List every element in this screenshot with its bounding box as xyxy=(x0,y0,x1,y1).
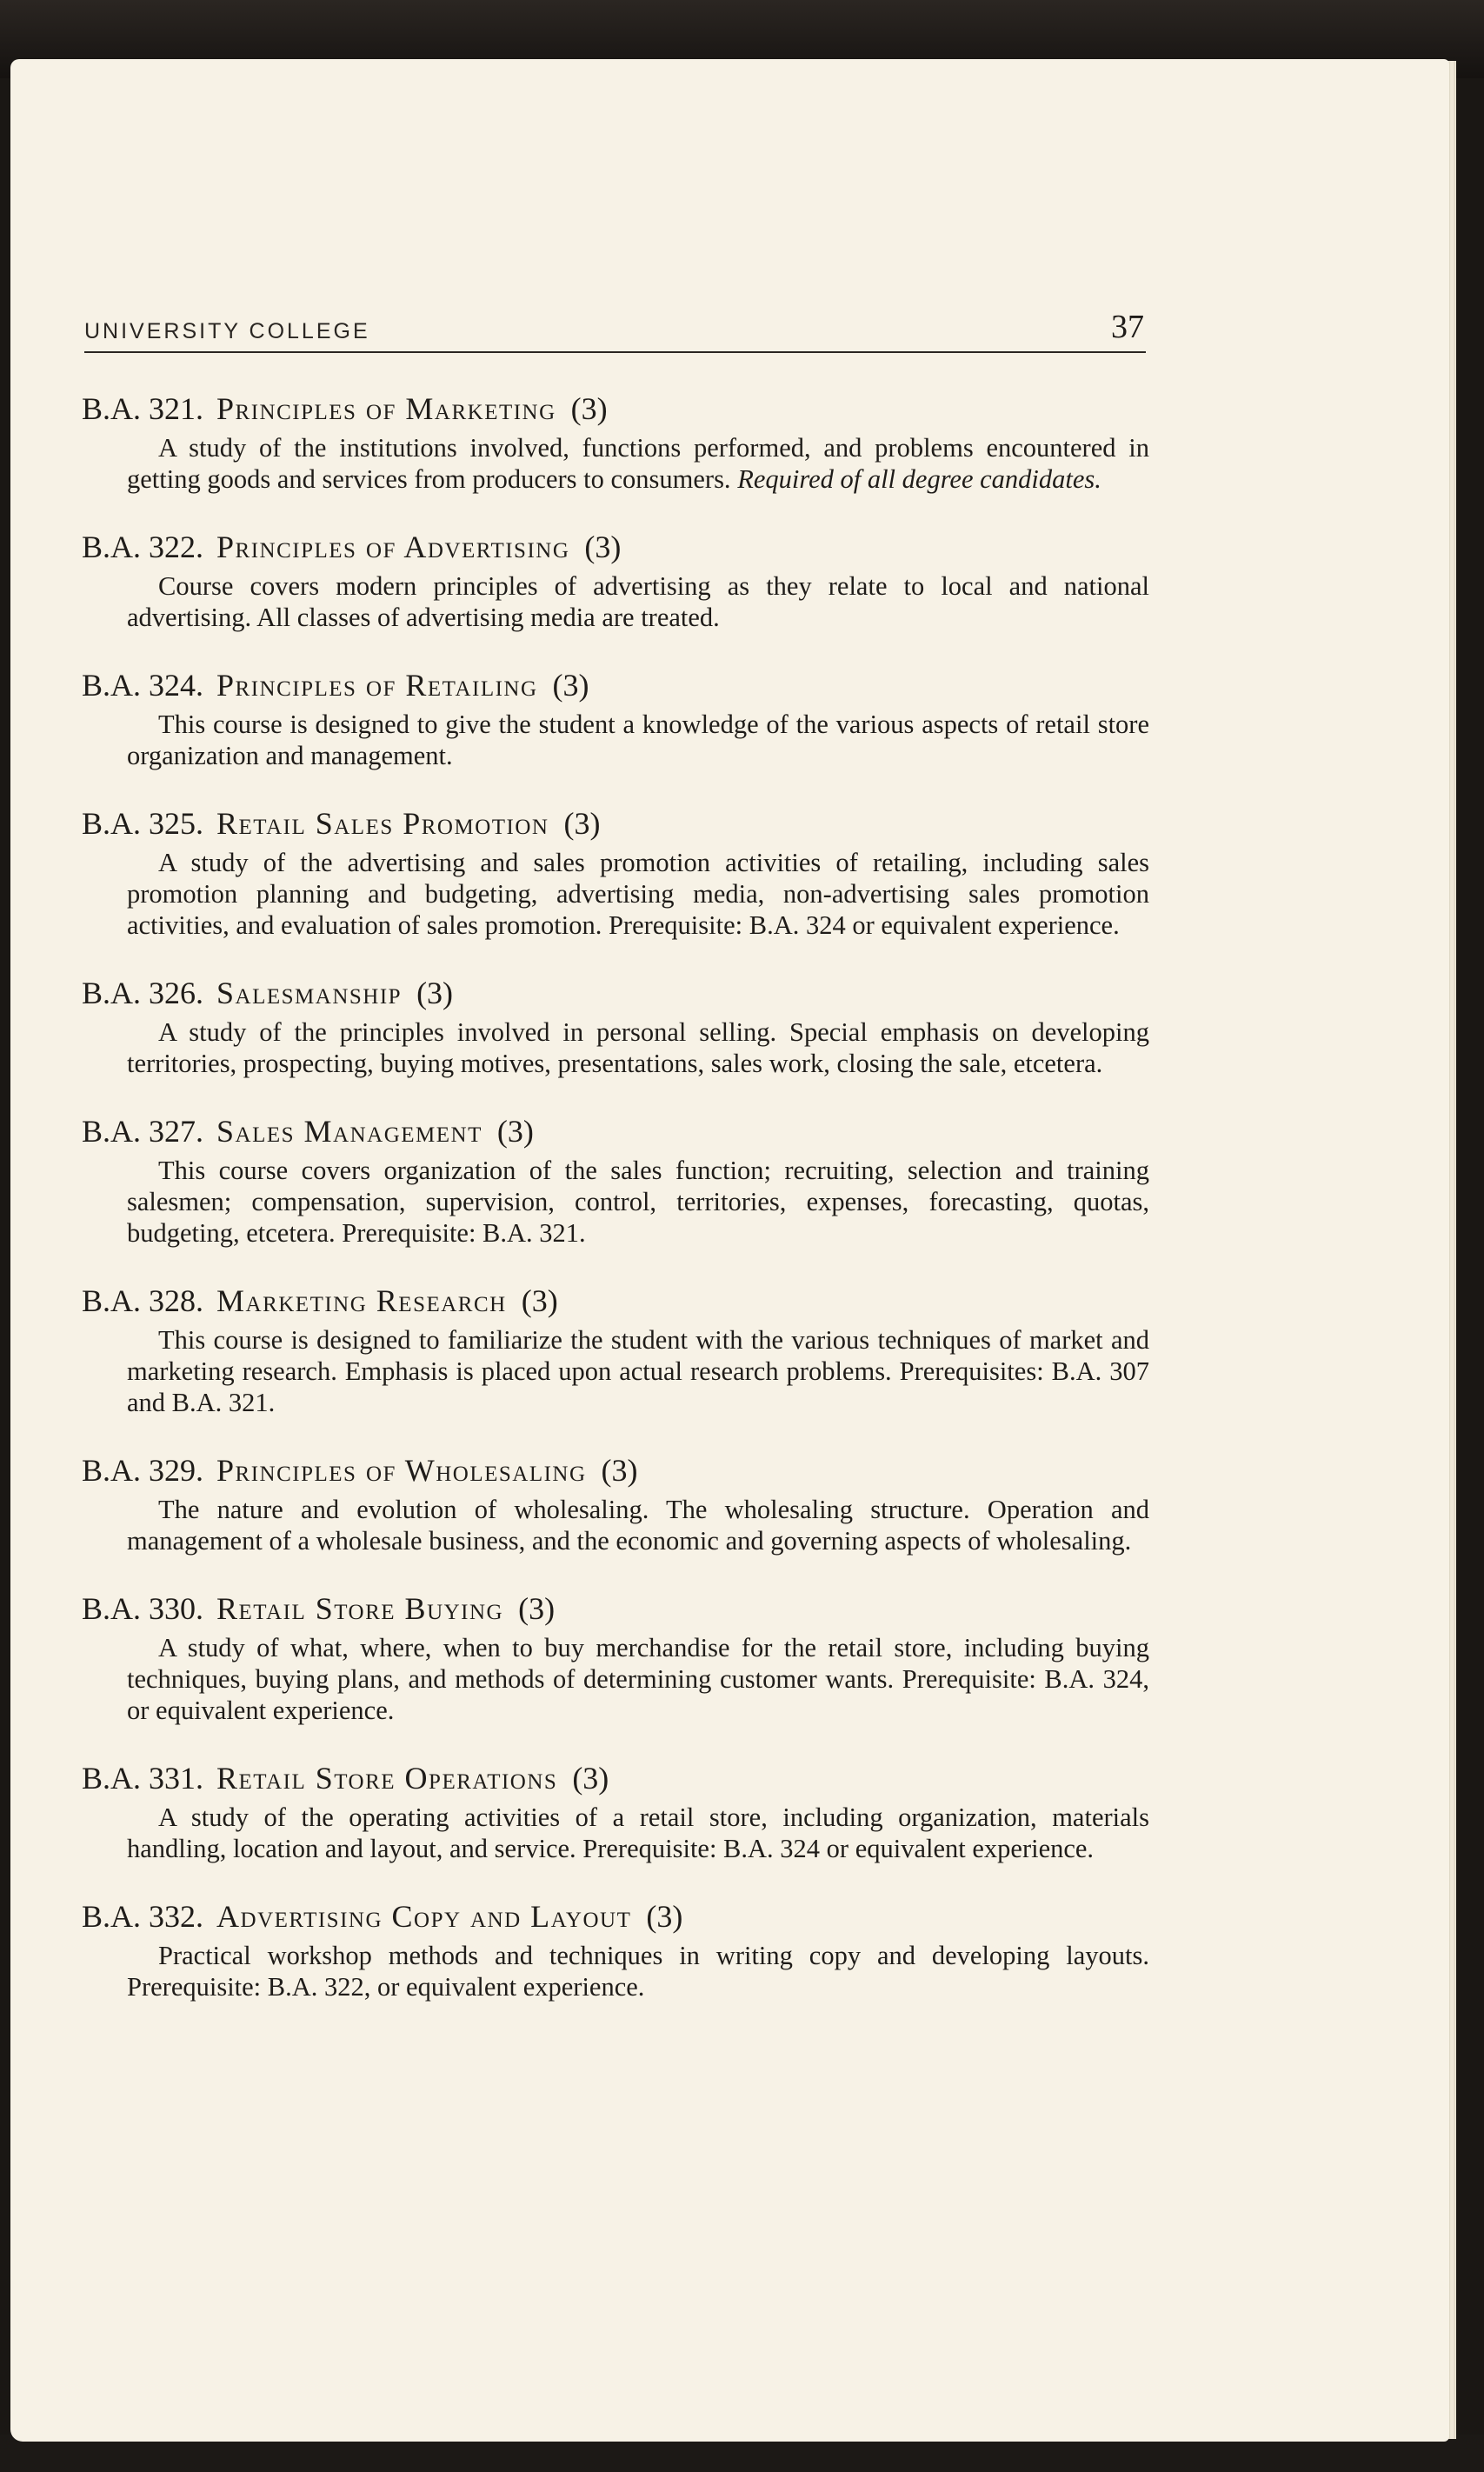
course-title: Principles of Marketing xyxy=(216,391,556,426)
course-entry xyxy=(82,527,1151,633)
course-code: B.A. 331. xyxy=(82,1761,204,1796)
page-number: 37 xyxy=(1111,309,1144,345)
course-entry xyxy=(82,1111,1151,1249)
course-description: A study of the principles involved in personal selling. Special emphasis on developing territories, prospecting, buying motives, presentations, sales work, closing the sale, etcetera. xyxy=(127,1017,1149,1078)
course-description: This course covers organization of the sales function; recruiting, selection and training salesmen; compensation, supervision, control, territories, expenses, forecasting, quotas, budgeting, etcetera. Prerequisite: B.A. 321. xyxy=(127,1156,1149,1248)
course-heading xyxy=(82,527,1151,567)
course-credits: (3) xyxy=(518,1591,556,1626)
course-description: A study of the operating activities of a retail store, including organization, materials handling, location and layout, and service. Prerequisite: B.A. 324 or equivalent experience. xyxy=(127,1802,1149,1863)
course-description: This course is designed to give the student a knowledge of the various aspects of retail store organization and management. xyxy=(127,710,1149,770)
course-list xyxy=(82,389,1151,2035)
course-credits: (3) xyxy=(416,976,454,1010)
course-heading xyxy=(82,1896,1151,1936)
course-title: Salesmanship xyxy=(216,976,403,1010)
course-entry xyxy=(82,973,1151,1079)
course-credits: (3) xyxy=(584,530,622,564)
course-heading xyxy=(82,1589,1151,1629)
course-code: B.A. 328. xyxy=(82,1283,204,1318)
course-entry xyxy=(82,1450,1151,1556)
course-title: Marketing Research xyxy=(216,1283,507,1318)
running-head-title: UNIVERSITY COLLEGE xyxy=(84,319,370,343)
course-code: B.A. 322. xyxy=(82,530,204,564)
course-credits: (3) xyxy=(552,668,589,703)
course-title: Principles of Retailing xyxy=(216,668,538,703)
course-title: Advertising Copy and Layout xyxy=(216,1899,632,1934)
course-entry xyxy=(82,1281,1151,1418)
running-head xyxy=(84,296,1146,353)
course-entry xyxy=(82,1589,1151,1726)
course-heading xyxy=(82,803,1151,843)
course-title: Sales Management xyxy=(216,1114,482,1149)
course-title: Principles of Advertising xyxy=(216,530,570,564)
course-description: Course covers modern principles of advertising as they relate to local and national advertising. All classes of advertising media are treated. xyxy=(127,571,1149,632)
course-code: B.A. 325. xyxy=(82,806,204,841)
course-credits: (3) xyxy=(572,1761,609,1796)
course-title: Retail Sales Promotion xyxy=(216,806,549,841)
course-code: B.A. 327. xyxy=(82,1114,204,1149)
course-description: The nature and evolution of wholesaling. The wholesaling structure. Operation and management of a wholesale business, and the economic and governing aspects of wholesaling. xyxy=(127,1495,1149,1556)
course-heading xyxy=(82,973,1151,1013)
course-code: B.A. 329. xyxy=(82,1453,204,1488)
course-entry xyxy=(82,389,1151,495)
course-title: Principles of Wholesaling xyxy=(216,1453,587,1488)
course-code: B.A. 326. xyxy=(82,976,204,1010)
course-description: A study of what, where, when to buy merchandise for the retail store, including buying techniques, buying plans, and methods of determining customer wants. Prerequisite: B.A. 324, or equivalent experience. xyxy=(127,1633,1149,1725)
course-credits: (3) xyxy=(521,1283,558,1318)
course-entry xyxy=(82,1896,1151,2002)
course-credits: (3) xyxy=(570,391,608,426)
course-code: B.A. 324. xyxy=(82,668,204,703)
course-code: B.A. 332. xyxy=(82,1899,204,1934)
course-description: Practical workshop methods and techniques in writing copy and developing layouts. Prerequisite: B.A. 322, or equivalent experience. xyxy=(127,1941,1149,2002)
course-heading xyxy=(82,1758,1151,1798)
course-credits: (3) xyxy=(646,1899,683,1934)
course-entry xyxy=(82,803,1151,941)
course-heading xyxy=(82,389,1151,429)
course-description xyxy=(127,432,1149,495)
course-heading xyxy=(82,1450,1151,1490)
course-code: B.A. 330. xyxy=(82,1591,204,1626)
course-title: Retail Store Operations xyxy=(216,1761,558,1796)
course-entry xyxy=(82,1758,1151,1864)
course-heading xyxy=(82,1281,1151,1321)
course-credits: (3) xyxy=(496,1114,534,1149)
course-description: This course is designed to familiarize the student with the various techniques of market and marketing research. Emphasis is placed upon actual research problems. Prerequisites: B.A. 307 and B.A. 321. xyxy=(127,1325,1149,1417)
course-entry xyxy=(82,665,1151,771)
course-description: A study of the advertising and sales promotion activities of retailing, including sales promotion planning and budgeting, advertising media, non-advertising sales promotion activities, and evaluation of sales promotion. Prerequisite: B.A. 324 or equivalent experience. xyxy=(127,848,1149,940)
course-description-text: A study of the institutions involved, functions performed, and problems encountered in getting goods and services from producers to consumers. xyxy=(127,433,1149,494)
course-note: Required of all degree candidates. xyxy=(737,464,1101,494)
course-credits: (3) xyxy=(563,806,601,841)
course-code: B.A. 321. xyxy=(82,391,204,426)
course-heading xyxy=(82,665,1151,705)
course-title: Retail Store Buying xyxy=(216,1591,504,1626)
course-heading xyxy=(82,1111,1151,1151)
course-credits: (3) xyxy=(601,1453,638,1488)
